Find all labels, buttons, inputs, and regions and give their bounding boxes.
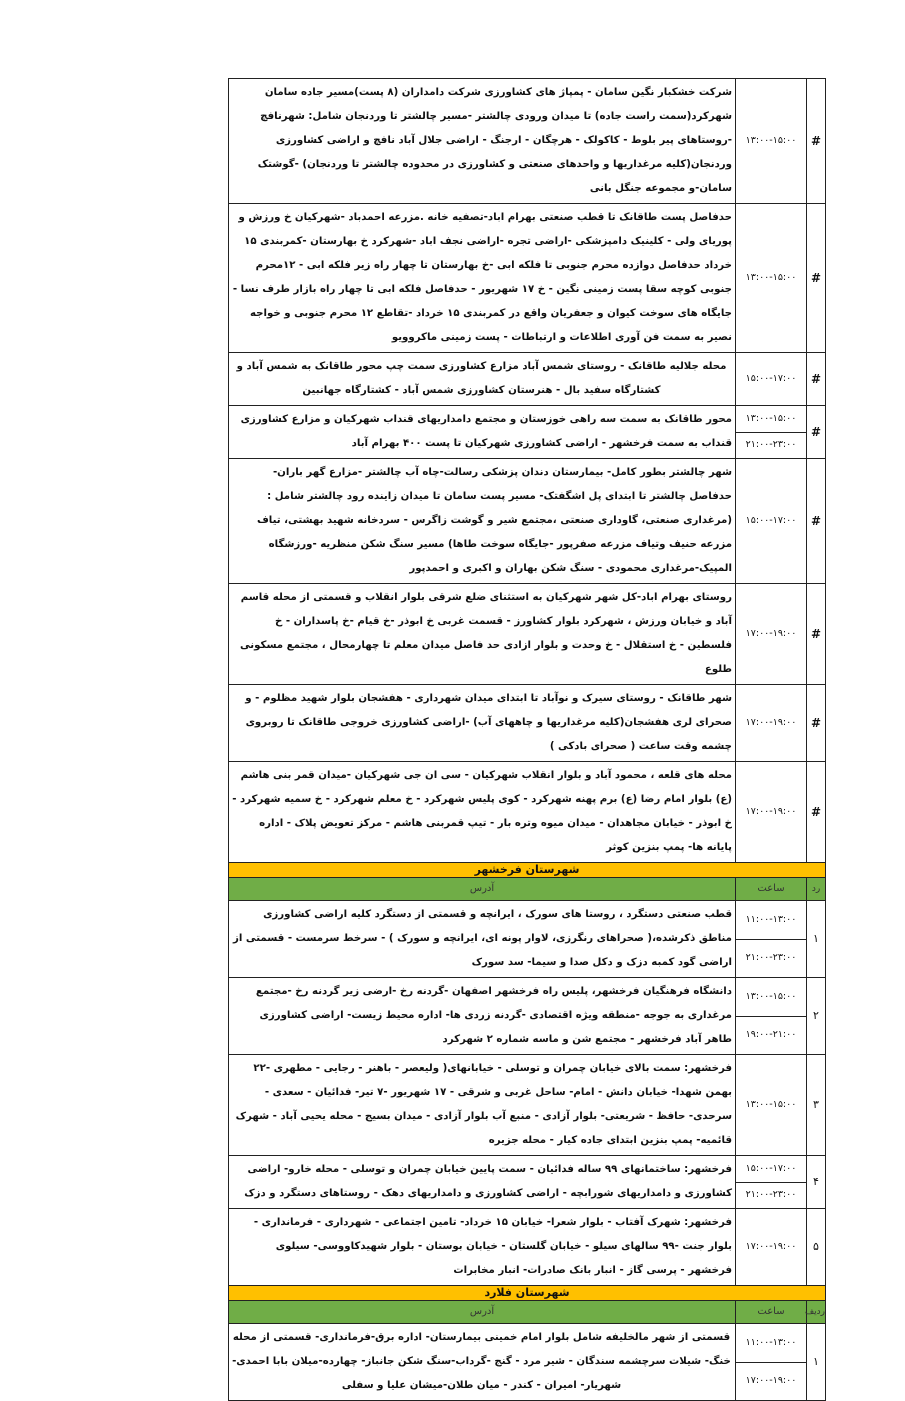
time-slot: ۱۷:۰۰-۱۹:۰۰ <box>745 806 797 817</box>
table-row <box>229 1055 826 1156</box>
time-cell <box>736 978 807 1055</box>
time-cell <box>736 584 807 685</box>
column-header-address: آدرس <box>229 1301 736 1324</box>
county-title-row <box>229 863 826 878</box>
address-cell: روستای بهرام اباد-کل شهر شهرکیان به استثنای ضلع شرقی بلوار انقلاب و قسمتی از محله قاسم آباد و خیابان ورزش ، شهرکرد بلوار کشاورز - قسمت غربی خ ابوذر -خ قیام -خ پاسداران - خ فلسطین - خ استقلال - خ وحدت و بلوار ازادی حد فاصل میدان معلم تا چهارمحال ، مجتمع مسکونی طلوع <box>229 584 736 685</box>
time-slot: ۲۱:۰۰-۲۳:۰۰ <box>736 939 806 978</box>
table-row <box>229 762 826 863</box>
row-number: # <box>807 204 826 353</box>
table-row <box>229 353 826 406</box>
address-cell: فرخشهر: ساختمانهای ۹۹ ساله فدائیان - سمت پایین خیابان چمران و توسلی - محله خارو- اراضی کشاورزی و دامداریهای شورابچه - اراضی کشاورزی و دامداریهای دهک - روستاهای دستگرد و دزک <box>229 1156 736 1209</box>
address-cell: حدفاصل پست طاقانک تا قطب صنعتی بهرام اباد-تصفیه خانه .مزرعه احمدباد -شهرکیان خ ورزش و پوریای ولی - کلینیک دامپزشکی -اراضی تجره -اراضی نجف اباد -شهرکرد خ بهارستان -کمربندی ۱۵ خرداد حدفاصل دوازده محرم جنوبی تا فلکه ابی -خ بهارستان تا چهار راه زیر فلکه ابی - ۱۲محرم جنوبی کوچه سقا پست زمینی نگین - خ ۱۷ شهریور - حدفاصل فلکه ابی تا چهار راه بازار طرف نسا - جایگاه های سوخت کیوان و جعفریان واقع در کمربندی ۱۵ خرداد -تقاطع ۱۲ محرم جنوبی و خواجه نصیر به سمت فن آوری اطلاعات و ارتباطات - پست زمینی ماکروویو <box>229 204 736 353</box>
row-number: ۴ <box>807 1156 826 1209</box>
row-number: # <box>807 79 826 204</box>
column-header-address: آدرس <box>229 878 736 901</box>
column-header-row <box>229 1301 826 1324</box>
table-row <box>229 459 826 584</box>
address-cell: شهر طاقانک - روستای سیرک و نوآباد تا ابتدای میدان شهرداری - هفشجان بلوار شهید مظلوم - و صحرای لری هفشجان(کلیه مرغداریها و چاههای آب) -اراضی کشاورزی خروجی طاقانک تا روبروی چشمه وقت ساعت ( صحرای بادکی ) <box>229 685 736 762</box>
outage-schedule-page <box>228 78 826 1401</box>
time-slot: ۱۳:۰۰-۱۵:۰۰ <box>745 135 797 146</box>
time-cell <box>736 1209 807 1286</box>
column-header-time: ساعت <box>736 1301 807 1324</box>
table-row <box>229 1209 826 1286</box>
row-number: # <box>807 685 826 762</box>
time-slot: ۲۱:۰۰-۲۳:۰۰ <box>736 1182 806 1209</box>
table-row <box>229 1156 826 1209</box>
address-cell: محله های قلعه ، محمود آباد و بلوار انقلاب شهرکیان - سی ان جی شهرکیان -میدان قمر بنی هاشم (ع) بلوار امام رضا (ع) برم پهنه شهرکرد - کوی پلیس شهرکرد - خ معلم شهرکرد - خ سمیه شهرکرد - خ ابوذر - خیابان مجاهدان - میدان میوه وتره بار - تیپ قمربنی هاشم - مرکز تعویض پلاک - اداره پایانه ها- پمپ بنزین کوثر <box>229 762 736 863</box>
time-slot: ۱۳:۰۰-۱۵:۰۰ <box>745 412 797 424</box>
column-header-row-number: ردیف <box>807 1301 826 1324</box>
address-cell: قسمتی از شهر مالخلیفه شامل بلوار امام خمینی بیمارستان- اداره برق-فرمانداری- قسمتی از محله خنگ- شیلات سرچشمه سندگان - شیر مرد - گنج -گرداب-سنگ شکن جانباز- چهارده-میلان بابا احمدی-شهریار- امیران - کندر - میان طلان-میشان علیا و سفلی <box>229 1324 736 1401</box>
table-row <box>229 204 826 353</box>
table-row <box>229 978 826 1055</box>
row-number: ۲ <box>807 978 826 1055</box>
row-number: # <box>807 584 826 685</box>
address-cell: فرخشهر: سمت بالای خیابان چمران و توسلی - خیابانهای( ولیعصر - باهنر - رجایی - مطهری -۲۲ بهمن شهدا- خیابان دانش - امام- ساحل غربی و شرقی - ۱۷ شهریور -۷ تیر- فدائیان - سعدی - سرحدی- حافظ - شریعتی- بلوار آزادی - منبع آب بلوار آزادی - میدان بسیج - محله یحیی آباد - شهرک قائمیه- پمپ بنزین ابتدای جاده کیار - محله جزیره <box>229 1055 736 1156</box>
time-cell <box>736 459 807 584</box>
row-number: ۱ <box>807 901 826 978</box>
time-slot: ۱۷:۰۰-۱۹:۰۰ <box>745 717 797 728</box>
row-number: # <box>807 762 826 863</box>
row-number: ۳ <box>807 1055 826 1156</box>
address-cell: دانشگاه فرهنگیان فرخشهر، پلیس راه فرخشهر اصفهان -گردنه رخ -ارضی زیر گردنه رخ -مجتمع مرغداری به جوجه -منطقه ویژه اقتصادی -گردنه زردی ها- اداره محیط زیست- اراضی کشاورزی طاهر آباد فرخشهر - مجتمع شن و ماسه شماره ۲ شهرکرد <box>229 978 736 1055</box>
address-cell: شرکت خشکبار نگین سامان - پمپاژ های کشاورزی شرکت دامداران (۸ پست)مسیر جاده سامان شهرکرد(سمت راست جاده) تا میدان ورودی چالشتر -مسیر چالشتر تا وردنجان شامل: شهرنافچ -روستاهای پیر بلوط - کاکولک - هرچگان - ارجنگ - اراضی جلال آباد نافچ و اراضی کشاورزی وردنجان(کلیه مرغداریها و واحدهای صنعتی و کشاورزی در محدوده چالشتر تا وردنجان) -گوشتک سامان-و مجموعه جنگل بانی <box>229 79 736 204</box>
row-number: ۱ <box>807 1324 826 1401</box>
time-cell <box>736 79 807 204</box>
time-slot: ۱۱:۰۰-۱۳:۰۰ <box>745 1336 797 1348</box>
time-slot: ۱۱:۰۰-۱۳:۰۰ <box>745 913 797 925</box>
row-number: ۵ <box>807 1209 826 1286</box>
address-cell: شهر چالشتر بطور کامل- بیمارستان دندان پزشکی رسالت-چاه آب چالشتر -مزارع گهر باران-حدفاصل چالشتر تا ابتدای پل اشگفتک- مسیر پست سامان تا میدان زاینده رود چالشتر شامل :(مرغداری صنعتی، گاوداری صنعتی ،مجتمع شیر و گوشت زاگرس - سردخانه شهید بهشتی، تیاف مزرعه حنیف وتیاف مزرعه صفرپور -جایگاه سوخت طاها) مسیر سنگ شکن منظریه -ورزشگاه المپیک-مرغداری محمودی - سنگ شکن بهاران و اکبری و احمدپور <box>229 459 736 584</box>
row-number: # <box>807 353 826 406</box>
county-title-row <box>229 1286 826 1301</box>
time-cell <box>736 1324 807 1401</box>
time-cell <box>736 406 807 459</box>
time-cell <box>736 1156 807 1209</box>
time-cell <box>736 685 807 762</box>
time-slot: ۱۷:۰۰-۱۹:۰۰ <box>736 1362 806 1401</box>
table-row <box>229 901 826 978</box>
time-slot: ۱۵:۰۰-۱۷:۰۰ <box>745 1162 797 1174</box>
address-cell: فرخشهر: شهرک آفتاب - بلوار شعرا- خیابان ۱۵ خرداد- تامین اجتماعی - شهرداری - فرمانداری - بلوار جنت -۹۹ سالهای سیلو - خیابان گلستان - خیابان بوستان - بلوار شهیدکاووسی- سیلوی فرخشهر - پرسی گاز - انبار بانک صادرات- انبار مخابرات <box>229 1209 736 1286</box>
column-header-row <box>229 878 826 901</box>
outage-schedule-table <box>228 78 826 1401</box>
address-cell: قطب صنعتی دستگرد ، روستا های سورک ، ایرانچه و قسمتی از دستگرد کلیه اراضی کشاورزی مناطق ذکرشده،( صحراهای رنگرزی، لاوار پونه ای، ایرانچه و سورک ) - سرخط سرمست - قسمتی از اراضی گود کمبه دزک و دکل صدا و سیما- سد سورک <box>229 901 736 978</box>
time-slot: ۱۵:۰۰-۱۷:۰۰ <box>745 373 797 384</box>
table-row <box>229 406 826 459</box>
row-number: # <box>807 406 826 459</box>
time-slot: ۲۱:۰۰-۲۳:۰۰ <box>736 432 806 459</box>
row-number: # <box>807 459 826 584</box>
address-cell: محله جلالیه طاقانک - روستای شمس آباد مزارع کشاورزی سمت چپ محور طاقانک به شمس آباد و کشتارگاه سفید بال - هنرستان کشاورزی شمس آباد - کشتارگاه جهانبین <box>229 353 736 406</box>
time-cell <box>736 901 807 978</box>
county-title: شهرستان فرخشهر <box>229 863 826 878</box>
county-title: شهرستان فلارد <box>229 1286 826 1301</box>
column-header-row-number: رد <box>807 878 826 901</box>
time-slot: ۱۷:۰۰-۱۹:۰۰ <box>745 1241 797 1252</box>
table-row <box>229 1324 826 1401</box>
time-slot: ۱۹:۰۰-۲۱:۰۰ <box>736 1016 806 1055</box>
table-row <box>229 79 826 204</box>
address-cell: محور طاقانک به سمت سه راهی خوزستان و مجتمع دامداریهای قنداب شهرکیان و مزارع کشاورزی قنداب به سمت فرخشهر - اراضی کشاورزی شهرکیان تا پست ۴۰۰ بهرام آباد <box>229 406 736 459</box>
time-cell <box>736 1055 807 1156</box>
time-slot: ۱۷:۰۰-۱۹:۰۰ <box>745 628 797 639</box>
time-cell <box>736 353 807 406</box>
time-slot: ۱۳:۰۰-۱۵:۰۰ <box>745 272 797 283</box>
time-cell <box>736 204 807 353</box>
time-cell <box>736 762 807 863</box>
table-row <box>229 685 826 762</box>
time-slot: ۱۳:۰۰-۱۵:۰۰ <box>745 990 797 1002</box>
time-slot: ۱۳:۰۰-۱۵:۰۰ <box>745 1099 797 1110</box>
table-row <box>229 584 826 685</box>
column-header-time: ساعت <box>736 878 807 901</box>
time-slot: ۱۵:۰۰-۱۷:۰۰ <box>745 515 797 526</box>
